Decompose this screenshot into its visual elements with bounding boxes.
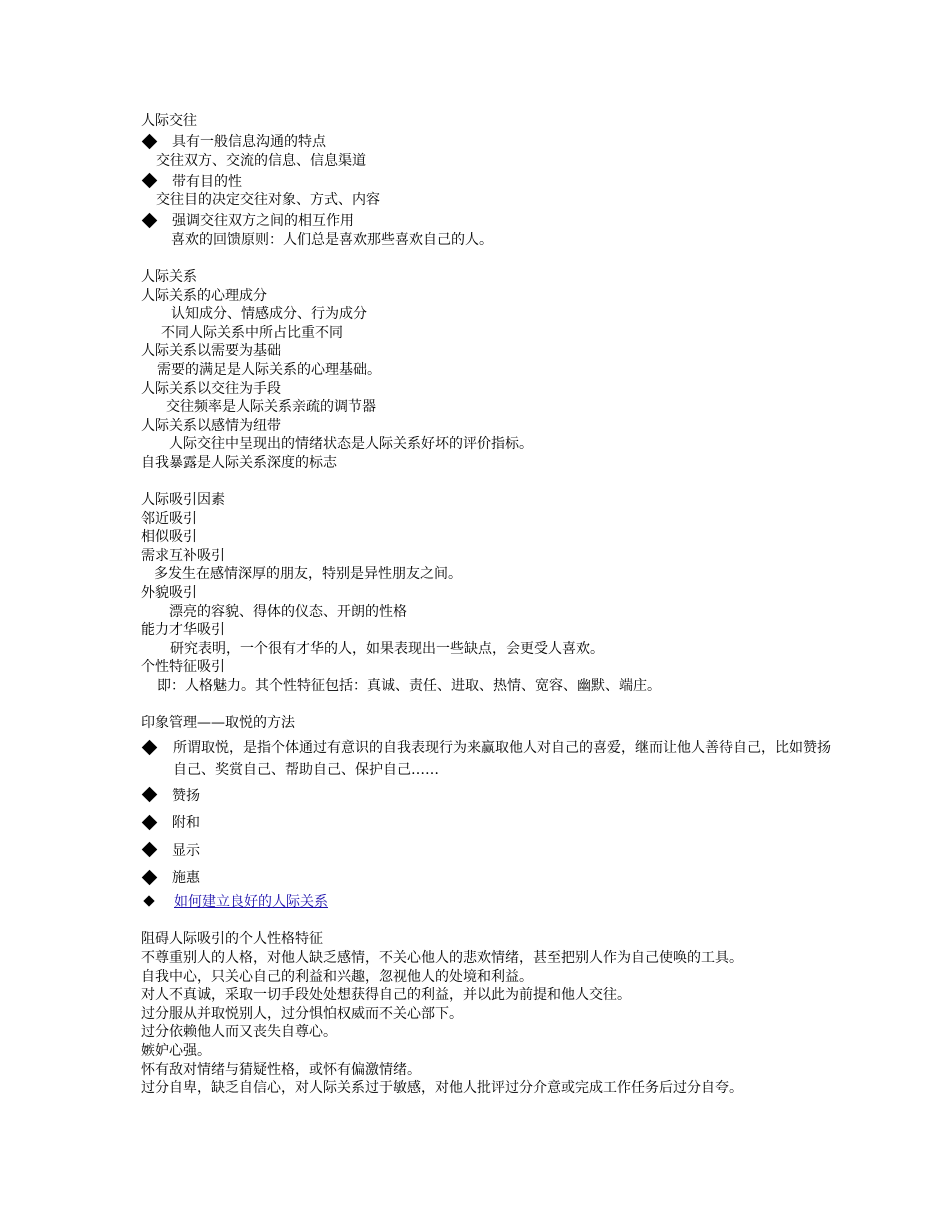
diamond-bullet-icon <box>142 787 158 803</box>
body-text: 不同人际关系中所占比重不同 <box>161 324 343 341</box>
list-item: 过分自卑，缺乏自信心，对人际关系过于敏感，对他人批评过分介意或完成工作任务后过分自夸。 <box>141 1080 743 1097</box>
ingratiation-definition: 所谓取悦，是指个体通过有意识的自我表现行为来赢取他人对自己的喜爱，继而让他人善待自己，比如赞扬自己、奖赏自己、帮助自己、保护自己…… <box>173 739 831 778</box>
section-title-interpersonal-communication: 人际交往 <box>141 113 197 129</box>
spacer <box>141 249 841 268</box>
build-good-relations-link[interactable]: 如何建立良好的人际关系 <box>174 894 328 911</box>
spacer <box>141 473 841 492</box>
list-item: 自我中心，只关心自己的利益和兴趣，忽视他人的处境和利益。 <box>141 968 533 985</box>
diamond-bullet-icon <box>142 133 158 149</box>
subheading: 邻近吸引 <box>141 510 197 527</box>
subheading: 外貌吸引 <box>141 585 197 602</box>
bullet-item <box>141 170 841 191</box>
body-text: 认知成分、情感成分、行为成分 <box>171 306 367 323</box>
bullet-item <box>141 836 841 864</box>
list-item: 不尊重别人的人格，对他人缺乏感情，不关心他人的悲欢情绪，甚至把别人作为自己使唤的工具。 <box>141 950 743 966</box>
bullet-item <box>141 131 841 152</box>
diamond-bullet-icon <box>142 814 158 830</box>
subheading: 自我暴露是人际关系深度的标志 <box>141 454 337 471</box>
diamond-bullet-icon <box>142 173 158 189</box>
body-text: 交往频率是人际关系亲疏的调节器 <box>166 399 376 416</box>
bullet-text: 显示 <box>172 842 200 859</box>
bullet-text-wrapped <box>141 737 841 781</box>
body-text: 交往双方、交流的信息、信息渠道 <box>156 152 366 169</box>
body-text: 即：人格魅力。其个性特征包括：真诚、责任、进取、热情、宽容、幽默、端庄。 <box>157 678 661 695</box>
bullet-item <box>141 808 841 836</box>
body-text: 多发生在感情深厚的朋友，特别是异性朋友之间。 <box>154 566 462 583</box>
document-body <box>141 112 841 1098</box>
bullet-item <box>141 210 841 231</box>
list-item: 过分服从并取悦别人，过分惧怕权威而不关心部下。 <box>141 1005 463 1022</box>
section-title-impression-management: 印象管理——取悦的方法 <box>141 715 295 732</box>
subheading: 个性特征吸引 <box>141 659 225 676</box>
section-title-interpersonal-relations: 人际关系 <box>141 268 197 285</box>
body-text: 需要的满足是人际关系的心理基础。 <box>157 361 381 378</box>
bullet-item <box>141 781 841 809</box>
spacer <box>141 696 841 715</box>
diamond-bullet-icon <box>142 869 158 885</box>
section-title-obstructing-traits: 阻碍人际吸引的个人性格特征 <box>141 931 323 948</box>
bullet-text: 带有目的性 <box>172 173 242 190</box>
list-item: 对人不真诚，采取一切手段处处想获得自己的利益，并以此为前提和他人交往。 <box>141 987 631 1004</box>
subheading: 相似吸引 <box>141 529 197 546</box>
subheading: 人际关系以交往为手段 <box>141 380 281 397</box>
subheading: 需求互补吸引 <box>141 547 225 564</box>
subheading: 人际关系以需要为基础 <box>141 343 281 360</box>
body-text: 研究表明，一个很有才华的人，如果表现出一些缺点，会更受人喜欢。 <box>170 640 604 657</box>
bullet-text: 施惠 <box>172 870 200 887</box>
bullet-text: 附和 <box>172 815 200 832</box>
body-text: 喜欢的回馈原则：人们总是喜欢那些喜欢自己的人。 <box>171 231 493 248</box>
diamond-bullet-icon <box>142 213 158 229</box>
bullet-text: 强调交往双方之间的相互作用 <box>172 213 354 230</box>
spacer <box>141 912 841 931</box>
subheading: 人际关系的心理成分 <box>141 287 267 304</box>
list-item: 嫉妒心强。 <box>141 1042 211 1059</box>
bullet-text: 赞扬 <box>172 787 200 804</box>
bullet-item-link <box>141 891 841 912</box>
list-item: 过分依赖他人而又丧失自尊心。 <box>141 1024 337 1041</box>
bullet-text: 具有一般信息沟通的特点 <box>172 134 326 151</box>
list-item: 怀有敌对情绪与猜疑性格，或怀有偏激情绪。 <box>141 1061 421 1078</box>
body-text: 漂亮的容貌、得体的仪态、开朗的性格 <box>169 603 407 620</box>
body-text: 交往目的决定交往对象、方式、内容 <box>156 192 380 209</box>
diamond-bullet-icon <box>143 896 154 907</box>
diamond-bullet-icon <box>142 842 158 858</box>
subheading: 人际关系以感情为纽带 <box>141 417 281 434</box>
bullet-item <box>141 863 841 891</box>
body-text: 人际交往中呈现出的情绪状态是人际关系好坏的评价指标。 <box>169 436 533 453</box>
subheading: 能力才华吸引 <box>141 622 225 639</box>
section-title-attraction-factors: 人际吸引因素 <box>141 492 225 509</box>
bullet-item <box>141 737 841 781</box>
